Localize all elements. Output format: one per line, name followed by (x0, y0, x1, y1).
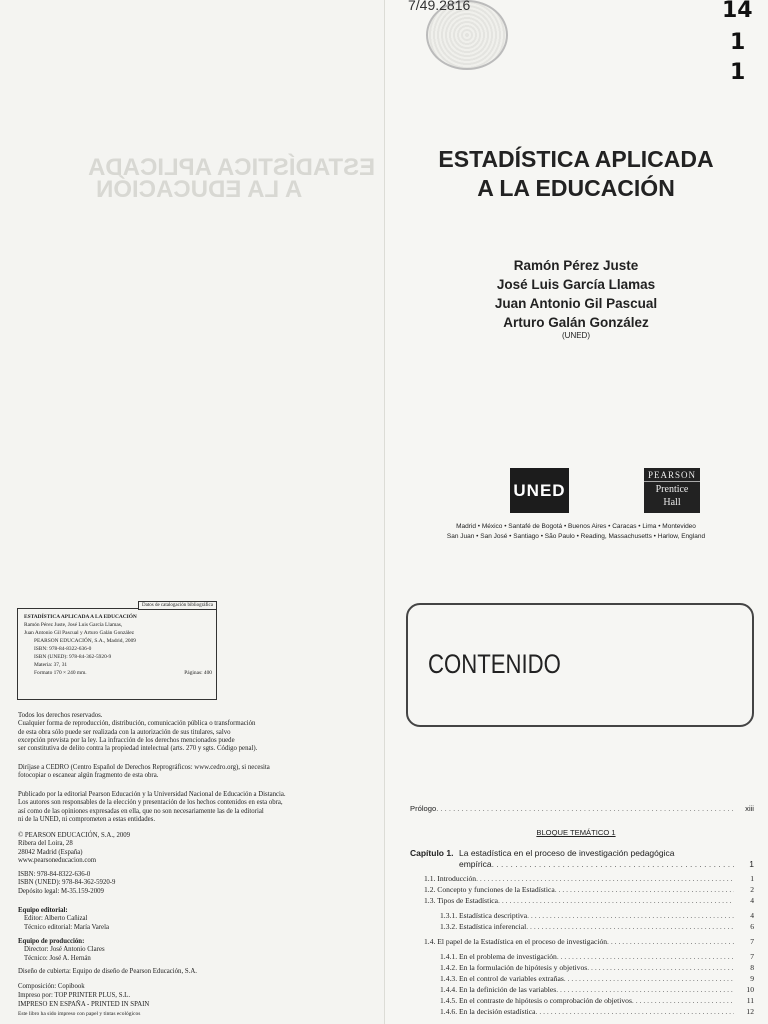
toc-leader (492, 859, 734, 869)
isbn-line: ISBN (UNED): 978-84-362-5920-9 (18, 879, 116, 887)
rights-notice (18, 712, 348, 753)
toc-leader (476, 874, 734, 884)
composition: Composición: Copibook (18, 983, 85, 990)
toc-label: 1.4.6. En la decisión estadística (440, 1007, 536, 1016)
book-title (384, 145, 768, 203)
author: José Luis García Llamas (496, 277, 656, 292)
chapter-title-line-2: empírica (459, 859, 492, 869)
catalog-pages: Páginas: 400 (184, 670, 212, 676)
isbn-line: Depósito legal: M-35.159-2009 (18, 887, 104, 895)
catalog-box (17, 603, 217, 700)
contenido-heading: CONTENIDO (428, 649, 561, 679)
address-line: www.pearsoneducacion.com (18, 856, 97, 864)
toc-entry (424, 874, 754, 884)
toc-leader (498, 896, 734, 906)
toc-label: 1.4. El papel de la Estadística en el proceso de investigación (424, 937, 608, 946)
paper-note: Este libro ha sido impreso con papel y tintas ecológicos (18, 1011, 141, 1017)
toc-leader (526, 922, 734, 932)
toc-leader (587, 963, 734, 973)
toc-entry (424, 885, 754, 895)
toc-page: 7 (750, 952, 754, 961)
author: Ramón Pérez Juste (513, 258, 639, 273)
publisher-line: ni de la UNED, ni comprometen a estas entidades. (18, 815, 156, 823)
toc-page: 2 (750, 885, 754, 894)
pearson-logo-line2: Hall (663, 497, 681, 508)
show-through-title-2: A LA EDUCACIÓN (96, 176, 303, 203)
author: Juan Antonio Gil Pascual (494, 296, 658, 311)
toc-entry (440, 952, 754, 962)
handwritten-mark-3: 1 (730, 60, 746, 85)
toc-page: 10 (746, 985, 754, 994)
toc-leader (555, 885, 734, 895)
author: Arturo Galán González (503, 315, 649, 330)
address-line: 28042 Madrid (España) (18, 848, 83, 856)
toc-page: 7 (750, 937, 754, 946)
pearson-logo-line1: Prentice (655, 484, 689, 495)
catalog-format: Formato 170 × 240 mm. (34, 670, 87, 676)
chapter-title-line-1: La estadística en el proceso de investigación pedagógica (459, 848, 675, 858)
cedro-line: Diríjase a CEDRO (Centro Español de Derechos Reprográficos: www.cedro.org), si necesita (18, 764, 270, 771)
show-through-title-1: ESTADÍSTICA APLICADA (88, 154, 376, 181)
printed-by: Impreso por: TOP PRINTER PLUS, S.L. (18, 992, 131, 999)
authors (384, 256, 768, 332)
catalog-line: ISBN: 978-84-8322-636-0 (34, 646, 92, 652)
address-line: Ribera del Loira, 28 (18, 840, 73, 848)
toc-leader (564, 974, 734, 984)
toc-label: 1.4.5. En el contraste de hipótesis o comprobación de objetivos (440, 996, 632, 1005)
toc-entry (440, 963, 754, 973)
toc-leader (632, 996, 734, 1006)
catalog-line: ISBN (UNED): 978-84-362-5920-9 (34, 654, 112, 660)
toc-label: 1.3.1. Estadística descriptiva (440, 911, 528, 920)
publisher-line: Publicado por la editorial Pearson Educación y la Universidad Nacional de Educación a Distancia. (18, 791, 286, 798)
toc-label: 1.4.4. En la definición de las variables (440, 985, 557, 994)
handwritten-mark-1: 14 (722, 0, 753, 23)
cities-line: San Juan • San José • Santiago • São Paulo • Reading, Massachusetts • Harlow, England (446, 533, 706, 540)
book-title-line: ESTADÍSTICA APLICADA (438, 146, 714, 172)
production-team (18, 938, 348, 963)
publisher-notice (18, 791, 348, 824)
publisher-line: así como de las opiniones expresadas en ella, que no son necesariamente las de la editorial (18, 807, 264, 815)
toc-leader (557, 952, 734, 962)
isbn-line: ISBN: 978-84-8322-636-0 (18, 871, 91, 878)
toc-page: 8 (750, 963, 754, 972)
toc-label: 1.3.2. Estadística inferencial (440, 922, 527, 931)
cedro-line: fotocopiar o escanear algún fragmento de esta obra. (18, 772, 159, 780)
toc-leader (527, 911, 734, 921)
toc-leader (556, 985, 734, 995)
toc-entry (440, 974, 754, 984)
cities-line: Madrid • México • Santafé de Bogotá • Buenos Aires • Caracas • Lima • Montevideo (456, 523, 696, 530)
production-line: Director: José Antonio Clares (24, 946, 105, 954)
address-line: © PEARSON EDUCACIÓN, S.A., 2009 (18, 832, 131, 839)
cedro-notice (18, 764, 348, 781)
toc-label: 1.1. Introducción (424, 874, 477, 883)
production-heading: Equipo de producción: (18, 938, 85, 945)
handwritten-mark-2: 1 (730, 30, 746, 55)
publisher-address (18, 832, 348, 865)
catalog-format-row (24, 669, 212, 677)
toc-leader (607, 937, 734, 947)
toc-page: 6 (750, 922, 754, 931)
toc-page: 1 (750, 874, 754, 883)
publisher-line: Los autores son responsables de la elección y presentación de los hechos contenidos en esta obra, (18, 799, 283, 807)
rights-line: ser constitutiva de delito contra la propiedad intelectual (arts. 270 y sgts. Código penal). (18, 745, 258, 753)
publisher-cities (384, 522, 768, 542)
cover-design: Diseño de cubierta: Equipo de diseño de Pearson Educación, S.A. (18, 968, 197, 975)
editorial-line: Editor: Alberto Cañizal (24, 915, 88, 923)
toc-page: 9 (750, 974, 754, 983)
catalog-line: ESTADÍSTICA APLICADA A LA EDUCACIÓN (24, 614, 137, 620)
printed-in-spain: IMPRESO EN ESPAÑA - PRINTED IN SPAIN (18, 1001, 150, 1008)
book-title-line: A LA EDUCACIÓN (477, 175, 675, 201)
rights-line: excepción prevista por la ley. La infracción de los derechos mencionados puede (18, 736, 235, 744)
catalog-line: Juan Antonio Gil Pascual y Arturo Galán González (24, 630, 135, 636)
toc-page: 12 (746, 1007, 754, 1016)
toc-label: Prólogo (410, 804, 437, 813)
toc-page: 11 (746, 996, 754, 1005)
toc-page: 4 (750, 896, 754, 905)
toc-label: 1.4.1. En el problema de investigación (440, 952, 557, 961)
contenido-box (406, 603, 754, 727)
editorial-line: Técnico editorial: María Varela (24, 923, 109, 931)
toc-entry (440, 985, 754, 995)
editorial-team (18, 907, 348, 932)
toc-entry (440, 996, 754, 1006)
toc-page: xiii (745, 804, 754, 813)
toc-entry (440, 1007, 754, 1017)
uned-logo: UNED (510, 468, 569, 513)
pearson-prentice-hall-logo (644, 468, 700, 513)
toc-label: 1.3. Tipos de Estadística (424, 896, 499, 905)
pearson-logo-top: PEARSON (644, 468, 700, 482)
editorial-heading: Equipo editorial: (18, 907, 68, 914)
toc-leader (536, 1007, 734, 1017)
catalog-line: PEARSON EDUCACIÓN, S.A., Madrid, 2009 (34, 638, 136, 644)
toc-leader (436, 804, 734, 814)
stamp-code: 7/49.2816 (408, 0, 471, 13)
affiliation: (UNED) (562, 331, 590, 340)
toc-entry (440, 911, 754, 921)
toc-entry (424, 937, 754, 947)
catalog-tag: Datos de catalogación bibliográfica (138, 601, 217, 610)
toc-label: 1.4.2. En la formulación de hipótesis y objetivos (440, 963, 588, 972)
toc-entry (440, 922, 754, 932)
rights-line: de esta obra sólo puede ser realizada con la autorización de sus titulares, salvo (18, 728, 231, 736)
catalog-line: Materia: 37, 31 (34, 662, 68, 668)
toc-label: 1.4.3. En el control de variables extrañas (440, 974, 564, 983)
chapter-number: Capítulo 1. (410, 848, 454, 858)
catalog-line: Ramón Pérez Juste, José Luis García Llamas, (24, 622, 123, 628)
chapter-title-row (459, 859, 754, 869)
isbn-block (18, 871, 348, 896)
rights-line: Todos los derechos reservados. (18, 712, 103, 719)
toc-page: 4 (750, 911, 754, 920)
bloque-tematico: BLOQUE TEMÁTICO 1 (536, 828, 616, 837)
toc-page: 1 (749, 859, 754, 869)
production-line: Técnico: José A. Hernán (24, 954, 91, 962)
rights-line: Cualquier forma de reproducción, distribución, comunicación pública o transformación (18, 720, 256, 728)
toc-prologo (410, 804, 754, 814)
toc-label: 1.2. Concepto y funciones de la Estadística (424, 885, 555, 894)
toc-entry (424, 896, 754, 906)
